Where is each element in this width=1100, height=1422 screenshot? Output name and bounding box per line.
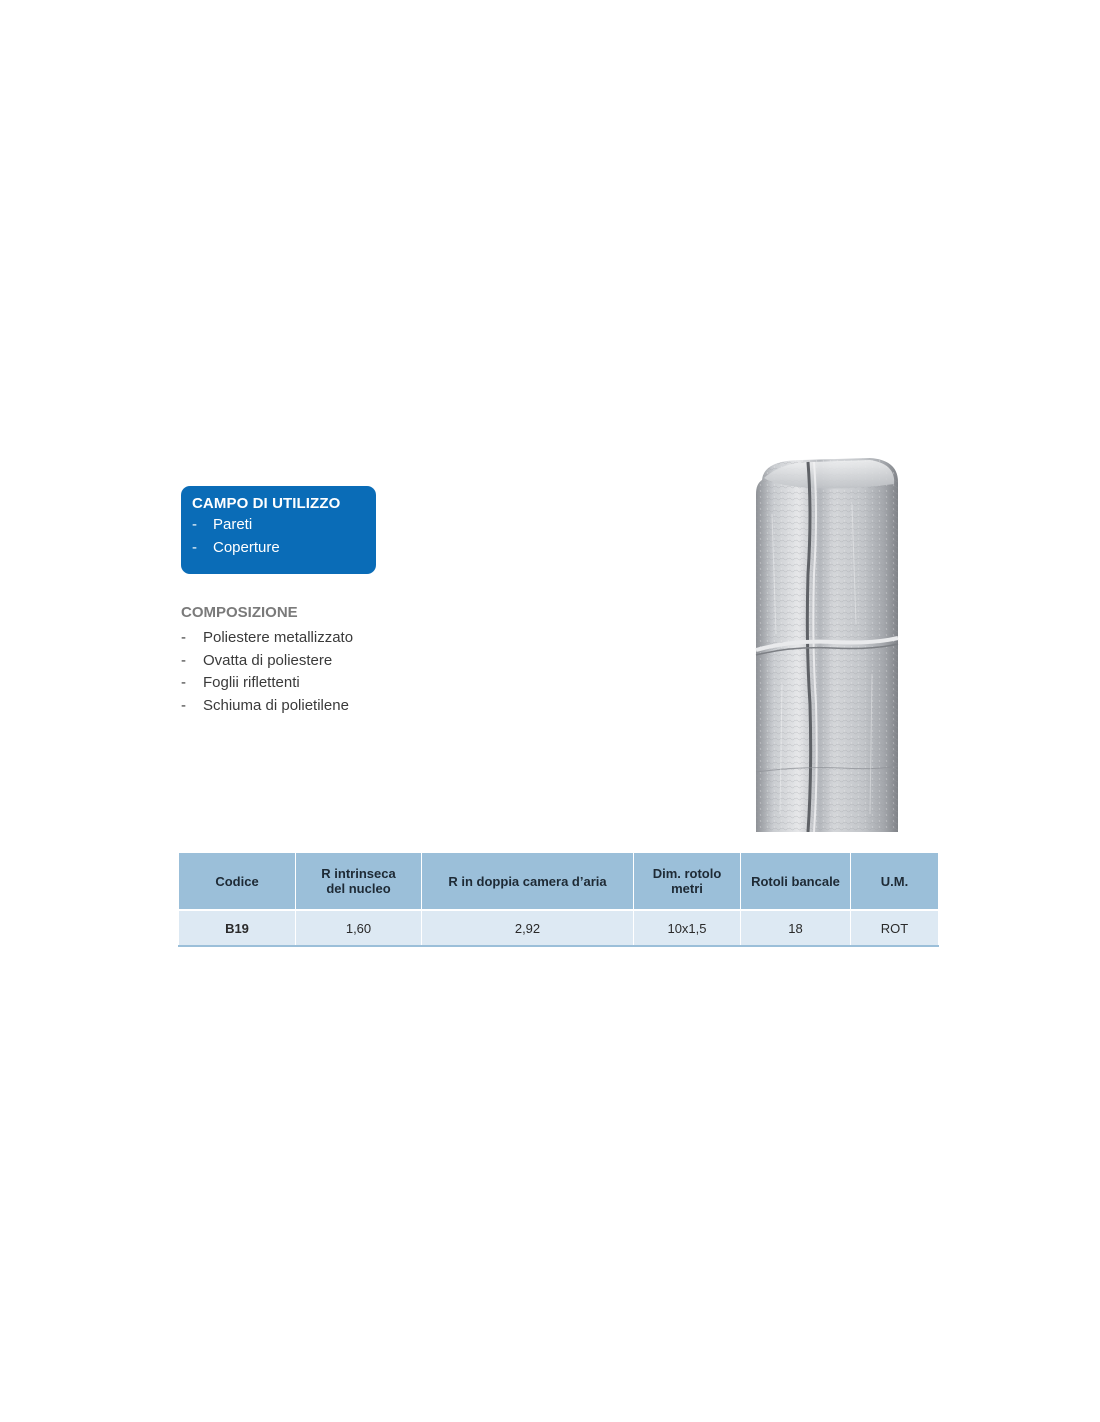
table-header-row	[179, 853, 939, 910]
composition-item	[181, 672, 353, 695]
bullet-dash: -	[181, 697, 186, 715]
usage-item	[192, 536, 376, 559]
usage-box	[181, 486, 376, 574]
composition-title: COMPOSIZIONE	[181, 604, 298, 621]
usage-item-label: Coperture	[213, 539, 280, 556]
cell-r-intrinseca: 1,60	[296, 910, 422, 946]
composition-item	[181, 650, 353, 673]
composition-item-label: Schiuma di polietilene	[203, 697, 349, 715]
header-dim-rotolo	[634, 853, 741, 910]
composition-item	[181, 695, 353, 718]
header-um: U.M.	[851, 853, 939, 910]
cell-codice: B19	[179, 910, 296, 946]
header-r-doppia-camera: R in doppia camera d’aria	[422, 853, 634, 910]
header-r-intrinseca-label: R intrinseca del nucleo	[321, 866, 396, 896]
composition-item-label: Foglii riflettenti	[203, 674, 300, 692]
bullet-dash: -	[181, 674, 186, 692]
insulation-roll-image	[752, 454, 900, 832]
bullet-dash: -	[181, 651, 186, 669]
usage-item	[192, 513, 376, 536]
table-row	[179, 910, 939, 946]
bullet-dash: -	[181, 629, 186, 646]
header-r-intrinseca	[296, 853, 422, 910]
bullet-dash: -	[192, 539, 197, 556]
spec-table	[178, 853, 939, 947]
usage-title: CAMPO DI UTILIZZO	[192, 495, 341, 512]
composition-item-label: Ovatta di poliestere	[203, 651, 333, 669]
composition-item-label: Poliestere metallizzato	[203, 629, 354, 646]
cell-dim-rotolo: 10x1,5	[634, 910, 741, 946]
header-dim-rotolo-label: Dim. rotolo metri	[652, 866, 722, 896]
usage-item-label: Pareti	[213, 516, 253, 533]
composition-item	[181, 627, 353, 650]
header-rotoli-bancale: Rotoli bancale	[741, 853, 851, 910]
cell-rotoli-bancale: 18	[741, 910, 851, 946]
cell-r-doppia-camera: 2,92	[422, 910, 634, 946]
bullet-dash: -	[192, 516, 197, 533]
composition-section	[181, 603, 353, 718]
cell-um: ROT	[851, 910, 939, 946]
header-codice: Codice	[179, 853, 296, 910]
